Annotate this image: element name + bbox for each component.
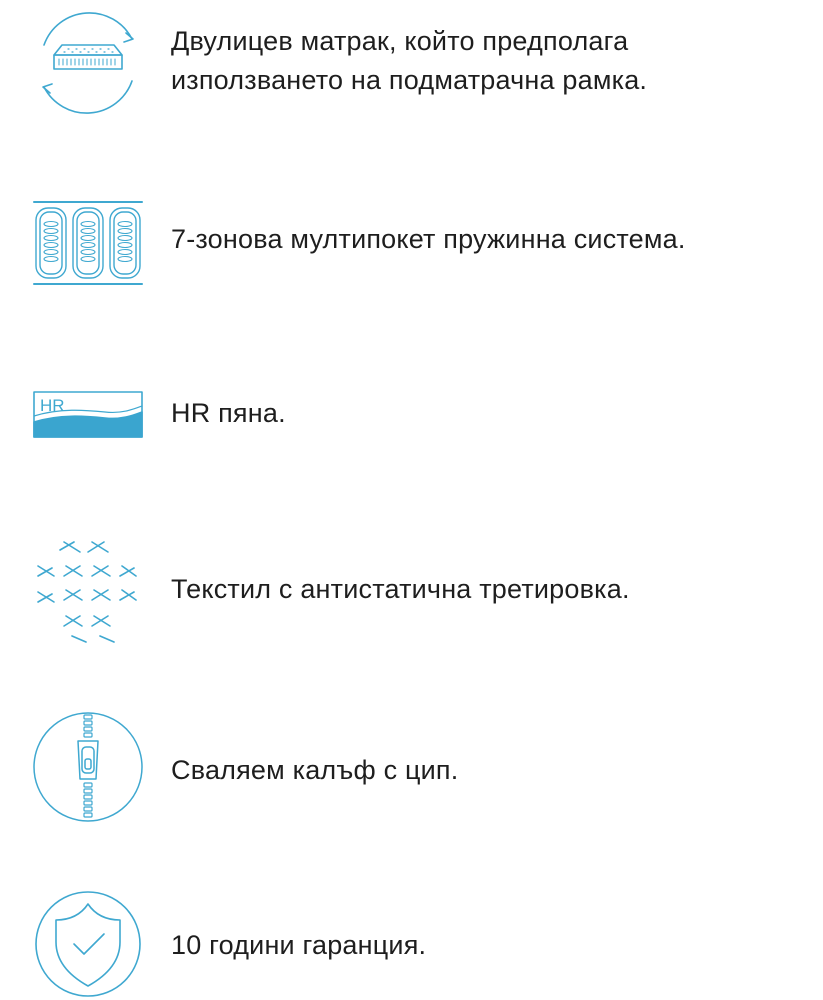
feature-text-line-2: използването на подматрачна рамка. xyxy=(171,65,648,95)
feature-text: Сваляем калъф с цип. xyxy=(171,755,459,785)
pocket-springs-icon xyxy=(30,184,146,300)
hr-foam-icon xyxy=(30,360,146,476)
double-sided-mattress-rotate-icon xyxy=(30,5,146,121)
feature-text: Текстил с антистатична третировка. xyxy=(171,574,630,604)
hr-foam-badge: HR xyxy=(40,396,65,415)
feature-text: HR пяна. xyxy=(171,398,286,428)
antistatic-textile-icon xyxy=(30,530,146,646)
zipper-icon xyxy=(30,709,146,825)
shield-check-icon xyxy=(30,882,146,998)
feature-text xyxy=(171,22,791,100)
feature-text: 7-зонова мултипокет пружинна система. xyxy=(171,224,686,254)
feature-text: 10 години гаранция. xyxy=(171,930,427,960)
feature-text-line-1: Двулицев матрак, който предполага xyxy=(171,26,629,56)
